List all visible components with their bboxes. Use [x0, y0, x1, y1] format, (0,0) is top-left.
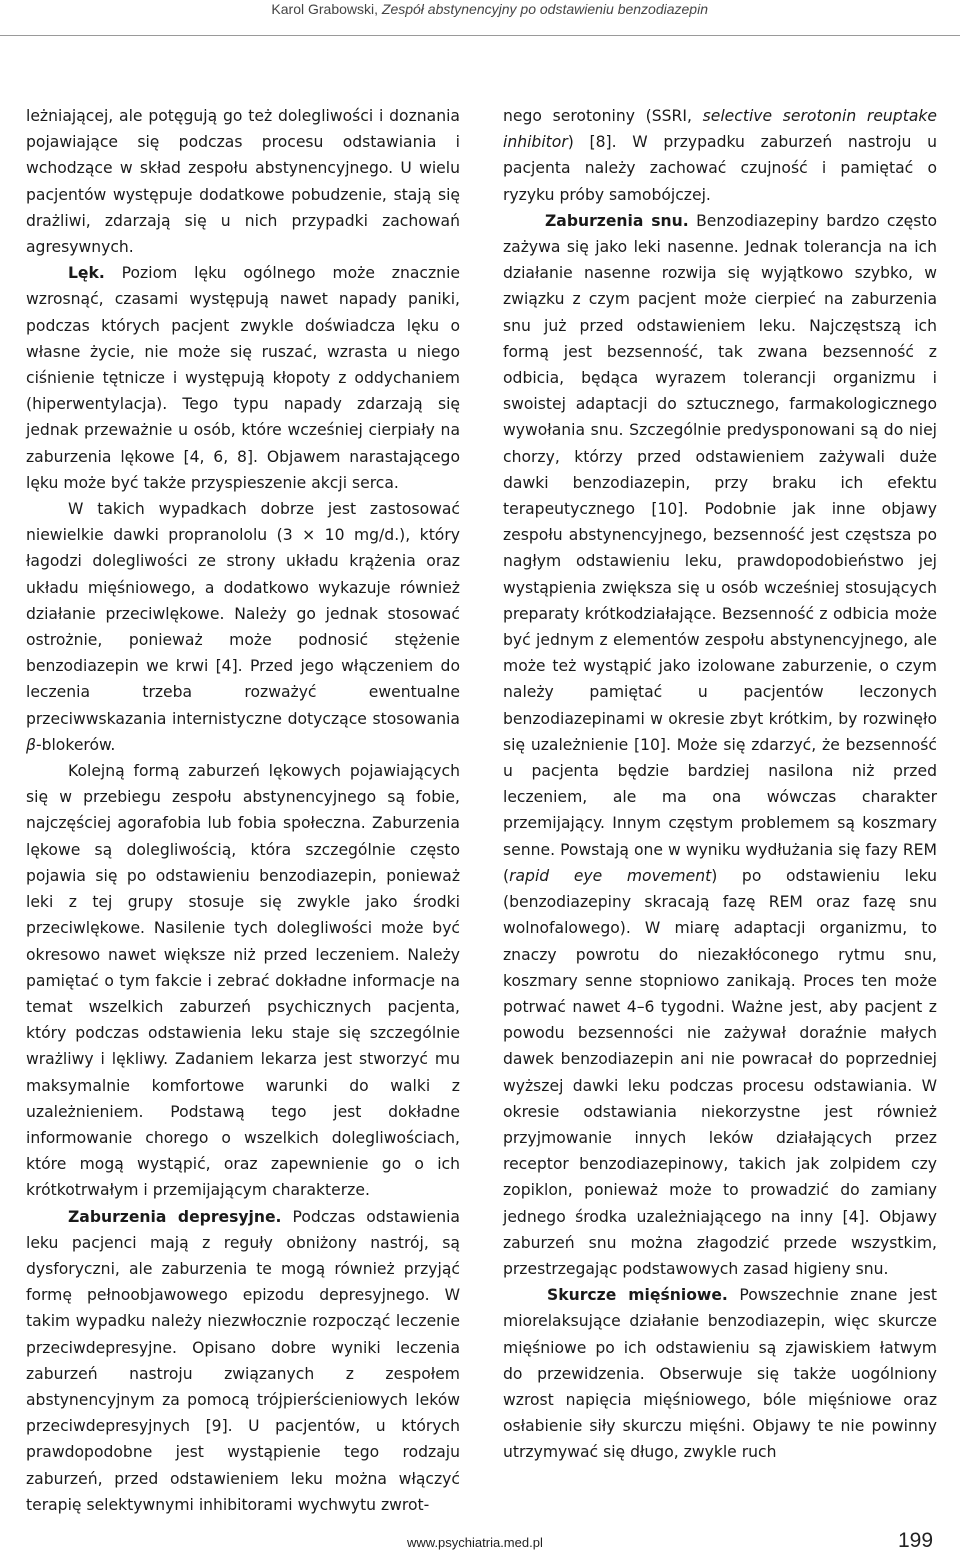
paragraph	[503, 208, 937, 1282]
body-text: W takich wypadkach dobrze jest zastosować niewielkie dawki propranololu (3 × 10 mg/d.), który łagodzi dolegliwości ze strony układu krążenia oraz układu mięśniowego, a dodatkowo wykazuje również działanie przeciwlękowe. Należy go jednak stosować ostrożnie, ponieważ może podnosić stężenie benzodiazepin we krwi [4]. Przed jego włączeniem do leczenia trzeba rozważyć ewentualne przeciwwskazania internistyczne dotyczące stosowania	[26, 500, 460, 728]
italic-text: selective serotonin reuptake inhibitor	[503, 107, 938, 152]
section-heading: Skurcze mięśniowe.	[547, 1286, 728, 1305]
paragraph	[26, 758, 460, 1203]
body-text: ) [8]. W przypadku zaburzeń nastroju u pacjenta należy zachować czujność i pamiętać o ryzyku próby samobójczej.	[503, 133, 937, 204]
left-column	[26, 103, 460, 1518]
paragraph	[503, 103, 937, 208]
page-number: 199	[898, 1529, 934, 1552]
body-text: Benzodiazepiny bardzo często zażywa się jako leki nasenne. Jednak tolerancja na ich działanie nasenne rozwija się wyjątkowo szybko, w związku z czym pacjent może cierpieć na zaburzenia snu już przed odstawieniem leku. Najczęstszą ich formą jest bezsenność, tak zwana bezsenność z odbicia, będąca wyrazem tolerancji organizmu i swoistej adaptacji do sztucznego, farmakologicznego wywołania snu. Szczególnie predysponowani są do niej chorzy, którzy przed odstawieniem zażywali duże dawki benzodiazepin, przy braku ich efektu terapeutycznego [10]. Podobnie jak inne objawy zespołu abstynencyjnego, bezsenność jest częstsza po nagłym odstawieniu leku, prawdopodobieństwo jej wystąpienia zwiększa się u osób wcześniej stosujących preparaty krótkodziałające. Bezsenność z odbicia może być jednym z elementów zespołu abstynencyjnego, ale może też wystąpić jako izolowane zaburzenie, o czym należy pamiętać u pacjentów leczonych benzodiazepinami w okresie zbyt krótkim, by rozwinęło się uzależnienie [10]. Może się zdarzyć, że bezsenność u pacjenta będzie bardziej nasilona niż przed leczeniem, ale ma ona wówczas charakter przemijający. Innym częstym problemem są koszmary senne. Powstają one w wyniku wydłużania się fazy REM (	[503, 211, 938, 885]
running-header	[0, 0, 960, 36]
footer-url: www.psychiatria.med.pl	[407, 1535, 543, 1550]
body-text: leżniającej, ale potęgują go też dolegliwości i doznania pojawiające się podczas procesu odstawiania i wchodzące w skład zespołu abstynencyjnego. U wielu pacjentów występuje dodatkowe pobudzenie, stają się drażliwi, zdarzają się u nich przypadki zachowań agresywnych.	[26, 107, 460, 257]
paragraph	[26, 496, 460, 758]
italic-text: β	[26, 735, 36, 754]
header-title: Zespół abstynencyjny po odstawieniu benzodiazepin	[381, 1, 708, 17]
section-heading: Lęk.	[68, 264, 105, 283]
section-heading: Zaburzenia snu.	[545, 211, 689, 230]
header-author: Karol Grabowski,	[271, 1, 382, 17]
body-text: Powszechnie znane jest miorelaksujące działanie benzodiazepin, więc skurcze mięśniowe po ich odstawieniu są zjawiskiem łatwym do przewidzenia. Obserwuje się także uogólniony wzrost napięcia mięśniowego, bóle mięśniowe oraz osłabienie siły skurczu mięśni. Objawy te nie powinny utrzymywać się długo, zwykle ruch	[503, 1286, 937, 1462]
paragraph	[26, 103, 460, 260]
body-text: nego serotoniny (SSRI,	[503, 107, 703, 125]
body-text: ) po odstawieniu leku (benzodiazepiny skracają fazę REM oraz fazę snu wolnofalowego). W miarę adaptacji organizmu, to znaczy powrotu do niezakłóconego rytmu snu, koszmary senne stopniowo zanikają. Proces ten może potrwać nawet 4–6 tygodni. Ważne jest, aby pacjent z powodu bezsenności nie zażywał doraźnie małych dawek benzodiazepin ani nie powracał do poprzedniej wyższej dawki leku podczas procesu odstawiania. W okresie odstawiania niekorzystne jest również przyjmowanie innych leków działających przez receptor benzodiazepinowy, takich jak zolpidem czy zopiklon, ponieważ może to prowadzić do zamiany jednego środka uzależniającego na inny [4]. Objawy zaburzeń snu można złagodzić przede wszystkim, przestrzegając podstawowych zasad higieny snu.	[503, 866, 938, 1278]
italic-text: rapid eye movement	[509, 866, 712, 885]
body-text: Poziom lęku ogólnego może znacznie wzrosnąć, czasami występują nawet napady paniki, podczas których pacjent zwykle doświadcza lęku o własne życie, nie może się ruszać, wzrasta u niego ciśnienie tętnicze i występują kłopoty z oddychaniem (hiperwentylacja). Tego typu napady zdarzają się jednak przeważnie u osób, które wcześniej cierpiały na zaburzenia lękowe [4, 6, 8]. Objawem narastającego lęku może być także przyspieszenie akcji serca.	[26, 264, 460, 492]
body-text: Podczas odstawienia leku pacjenci mają z reguły obniżony nastrój, są dysforyczni, ale zaburzenia te mogą również przyjąć formę pełnoobjawowego epizodu depresyjnego. W takim wypadku należy niezwłocznie rozpocząć leczenie przeciwdepresyjne. Opisano dobre wyniki leczenia zaburzeń nastroju związanych z zespołem abstynencyjnym za pomocą trójpierścieniowych leków przeciwdepresyjnych [9]. U pacjentów, u których prawdopodobne jest wystąpienie tego rodzaju zaburzeń, przed odstawieniem leku można włączyć terapię selektywnymi inhibitorami wychwytu zwrot-	[26, 1207, 460, 1514]
paragraph	[26, 1204, 460, 1518]
body-text: -blokerów.	[35, 735, 116, 754]
paragraph	[26, 260, 460, 496]
section-heading: Zaburzenia depresyjne.	[68, 1207, 282, 1226]
body-text: Kolejną formą zaburzeń lękowych pojawiających się w przebiegu zespołu abstynencyjnego są fobie, najczęściej agorafobia lub fobia społeczna. Zaburzenia lękowe są dolegliwością, która szczególnie często pojawia się po odstawieniu benzodiazepin, ponieważ leki z tej grupy stosuje się zwykle jako środki przeciwlękowe. Nasilenie tych dolegliwości może być okresowo nawet większe niż przed leczeniem. Należy pamiętać o tym fakcie i zebrać dokładne informacje na temat wszelkich zaburzeń psychicznych pacjenta, który podczas odstawienia leku staje się szczególnie wrażliwy i lękliwy. Zadaniem lekarza jest stworzyć mu maksymalnie komfortowe warunki do walki z uzależnieniem. Podstawą tego jest dokładne informowanie chorego o wszelkich dolegliwościach, które mogą wystąpić, oraz zapewnienie go o ich krótkotrwałym i przemijającym charakterze.	[26, 762, 460, 1200]
paragraph	[503, 1282, 937, 1465]
right-column	[503, 103, 937, 1466]
